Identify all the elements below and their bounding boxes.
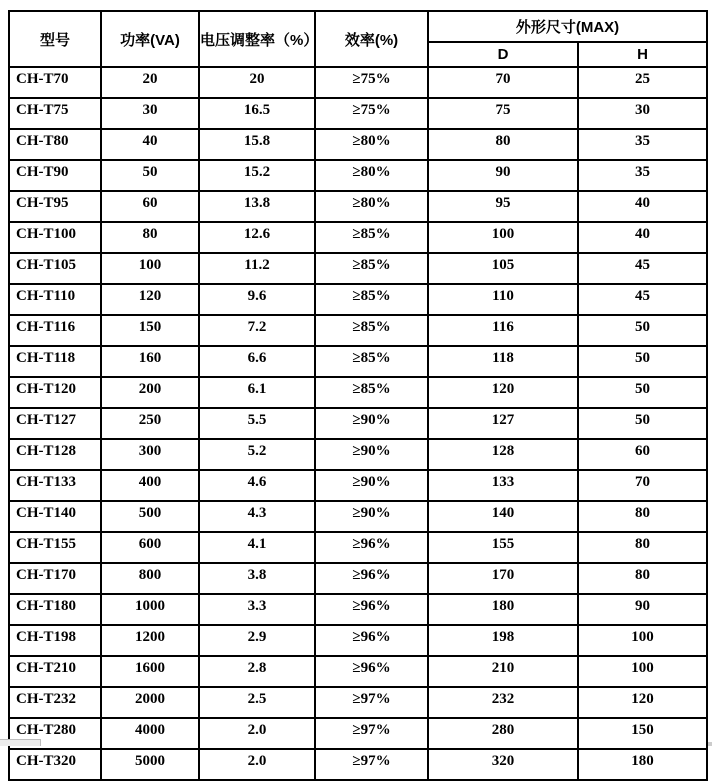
cell-model: CH-T110 — [9, 284, 101, 315]
cell-model: CH-T120 — [9, 377, 101, 408]
table-row — [9, 594, 707, 625]
cell-efficiency: ≥90% — [315, 470, 428, 501]
cell-power: 600 — [101, 532, 199, 563]
cell-regulation: 13.8 — [199, 191, 315, 222]
table-row — [9, 625, 707, 656]
cell-h: 50 — [578, 377, 707, 408]
cell-d: 170 — [428, 563, 578, 594]
cell-h: 50 — [578, 408, 707, 439]
cell-d: 128 — [428, 439, 578, 470]
table-row — [9, 191, 707, 222]
cell-power: 800 — [101, 563, 199, 594]
cell-model: CH-T127 — [9, 408, 101, 439]
cell-regulation: 11.2 — [199, 253, 315, 284]
cell-model: CH-T198 — [9, 625, 101, 656]
cell-model: CH-T105 — [9, 253, 101, 284]
cell-model: CH-T118 — [9, 346, 101, 377]
cell-h: 50 — [578, 315, 707, 346]
cell-regulation: 2.8 — [199, 656, 315, 687]
cell-d: 140 — [428, 501, 578, 532]
cell-h: 70 — [578, 470, 707, 501]
cell-regulation: 2.5 — [199, 687, 315, 718]
cell-d: 133 — [428, 470, 578, 501]
cell-h: 150 — [578, 718, 707, 749]
cell-model: CH-T210 — [9, 656, 101, 687]
cell-efficiency: ≥96% — [315, 656, 428, 687]
table-row — [9, 439, 707, 470]
cell-model: CH-T75 — [9, 98, 101, 129]
table-row — [9, 315, 707, 346]
cell-efficiency: ≥90% — [315, 439, 428, 470]
cell-efficiency: ≥85% — [315, 284, 428, 315]
cell-h: 50 — [578, 346, 707, 377]
cell-efficiency: ≥75% — [315, 98, 428, 129]
cell-power: 50 — [101, 160, 199, 191]
header-dimension-h: H — [578, 42, 707, 67]
cell-h: 180 — [578, 749, 707, 780]
cell-regulation: 3.8 — [199, 563, 315, 594]
table-header — [9, 11, 707, 67]
cell-efficiency: ≥75% — [315, 67, 428, 98]
cell-regulation: 2.0 — [199, 749, 315, 780]
cell-regulation: 5.5 — [199, 408, 315, 439]
spec-table — [8, 10, 708, 781]
cell-efficiency: ≥96% — [315, 625, 428, 656]
cell-model: CH-T155 — [9, 532, 101, 563]
table-row — [9, 346, 707, 377]
table-row — [9, 377, 707, 408]
table-row — [9, 160, 707, 191]
header-dimension-d: D — [428, 42, 578, 67]
cell-power: 160 — [101, 346, 199, 377]
cell-model: CH-T100 — [9, 222, 101, 253]
cell-d: 155 — [428, 532, 578, 563]
cell-h: 100 — [578, 656, 707, 687]
cell-h: 80 — [578, 532, 707, 563]
cell-efficiency: ≥80% — [315, 129, 428, 160]
cell-h: 40 — [578, 191, 707, 222]
cell-power: 20 — [101, 67, 199, 98]
table-row — [9, 656, 707, 687]
cell-d: 118 — [428, 346, 578, 377]
table-row — [9, 501, 707, 532]
cell-model: CH-T280 — [9, 718, 101, 749]
cell-model: CH-T95 — [9, 191, 101, 222]
header-model: 型号 — [9, 11, 101, 67]
cell-d: 90 — [428, 160, 578, 191]
cell-power: 200 — [101, 377, 199, 408]
cell-regulation: 7.2 — [199, 315, 315, 346]
table-row — [9, 129, 707, 160]
cell-model: CH-T133 — [9, 470, 101, 501]
cell-power: 4000 — [101, 718, 199, 749]
table-row — [9, 687, 707, 718]
cell-power: 120 — [101, 284, 199, 315]
cell-model: CH-T232 — [9, 687, 101, 718]
cell-model: CH-T128 — [9, 439, 101, 470]
header-regulation: 电压调整率（%） — [199, 11, 315, 67]
cell-model: CH-T140 — [9, 501, 101, 532]
cell-power: 400 — [101, 470, 199, 501]
cell-regulation: 16.5 — [199, 98, 315, 129]
cell-d: 232 — [428, 687, 578, 718]
cell-regulation: 12.6 — [199, 222, 315, 253]
cell-efficiency: ≥90% — [315, 501, 428, 532]
cell-regulation: 15.8 — [199, 129, 315, 160]
cell-d: 320 — [428, 749, 578, 780]
cell-d: 116 — [428, 315, 578, 346]
cell-d: 120 — [428, 377, 578, 408]
cell-power: 100 — [101, 253, 199, 284]
cell-d: 100 — [428, 222, 578, 253]
cell-power: 150 — [101, 315, 199, 346]
cell-power: 250 — [101, 408, 199, 439]
cell-efficiency: ≥97% — [315, 687, 428, 718]
cell-d: 127 — [428, 408, 578, 439]
cell-power: 40 — [101, 129, 199, 160]
cell-d: 110 — [428, 284, 578, 315]
cell-h: 80 — [578, 563, 707, 594]
cell-power: 80 — [101, 222, 199, 253]
table-row — [9, 253, 707, 284]
cell-regulation: 15.2 — [199, 160, 315, 191]
cell-power: 300 — [101, 439, 199, 470]
cell-efficiency: ≥96% — [315, 563, 428, 594]
cell-efficiency: ≥90% — [315, 408, 428, 439]
cell-h: 40 — [578, 222, 707, 253]
cell-model: CH-T170 — [9, 563, 101, 594]
cell-d: 95 — [428, 191, 578, 222]
cell-model: CH-T180 — [9, 594, 101, 625]
cell-regulation: 4.6 — [199, 470, 315, 501]
cell-h: 80 — [578, 501, 707, 532]
cell-power: 2000 — [101, 687, 199, 718]
table-row — [9, 532, 707, 563]
cell-h: 90 — [578, 594, 707, 625]
cell-efficiency: ≥97% — [315, 718, 428, 749]
cell-regulation: 5.2 — [199, 439, 315, 470]
cell-h: 120 — [578, 687, 707, 718]
cell-h: 45 — [578, 284, 707, 315]
table-row — [9, 98, 707, 129]
cell-power: 5000 — [101, 749, 199, 780]
cell-h: 60 — [578, 439, 707, 470]
table-row — [9, 749, 707, 780]
cell-power: 1000 — [101, 594, 199, 625]
cell-efficiency: ≥85% — [315, 346, 428, 377]
table-row — [9, 718, 707, 749]
cell-power: 1600 — [101, 656, 199, 687]
cell-d: 210 — [428, 656, 578, 687]
cell-d: 180 — [428, 594, 578, 625]
cell-efficiency: ≥85% — [315, 377, 428, 408]
cell-d: 105 — [428, 253, 578, 284]
cell-h: 45 — [578, 253, 707, 284]
cell-regulation: 9.6 — [199, 284, 315, 315]
table-row — [9, 222, 707, 253]
cell-model: CH-T320 — [9, 749, 101, 780]
cell-efficiency: ≥96% — [315, 594, 428, 625]
cell-power: 500 — [101, 501, 199, 532]
table-row — [9, 67, 707, 98]
cell-model: CH-T70 — [9, 67, 101, 98]
cell-regulation: 2.0 — [199, 718, 315, 749]
cell-h: 35 — [578, 129, 707, 160]
table-row — [9, 408, 707, 439]
cropped-ui-fragment-bottom-left — [0, 739, 41, 746]
cell-power: 30 — [101, 98, 199, 129]
cell-d: 80 — [428, 129, 578, 160]
cell-efficiency: ≥85% — [315, 253, 428, 284]
cell-d: 75 — [428, 98, 578, 129]
cell-regulation: 3.3 — [199, 594, 315, 625]
table-row — [9, 470, 707, 501]
cell-efficiency: ≥80% — [315, 191, 428, 222]
cell-regulation: 4.1 — [199, 532, 315, 563]
cell-d: 70 — [428, 67, 578, 98]
cell-model: CH-T90 — [9, 160, 101, 191]
cell-power: 60 — [101, 191, 199, 222]
header-power: 功率(VA) — [101, 11, 199, 67]
cell-regulation: 2.9 — [199, 625, 315, 656]
cell-efficiency: ≥85% — [315, 222, 428, 253]
cell-h: 100 — [578, 625, 707, 656]
cell-d: 280 — [428, 718, 578, 749]
cell-power: 1200 — [101, 625, 199, 656]
header-efficiency: 效率(%) — [315, 11, 428, 67]
cropped-ui-fragment-bottom-right — [708, 742, 712, 746]
table-row — [9, 563, 707, 594]
cell-h: 30 — [578, 98, 707, 129]
cell-d: 198 — [428, 625, 578, 656]
cell-regulation: 6.6 — [199, 346, 315, 377]
cell-regulation: 6.1 — [199, 377, 315, 408]
cell-efficiency: ≥96% — [315, 532, 428, 563]
cell-efficiency: ≥85% — [315, 315, 428, 346]
cell-h: 25 — [578, 67, 707, 98]
cell-regulation: 20 — [199, 67, 315, 98]
table-row — [9, 284, 707, 315]
header-dimensions: 外形尺寸(MAX) — [428, 11, 707, 42]
cell-efficiency: ≥97% — [315, 749, 428, 780]
cell-model: CH-T116 — [9, 315, 101, 346]
cell-regulation: 4.3 — [199, 501, 315, 532]
cell-model: CH-T80 — [9, 129, 101, 160]
cell-h: 35 — [578, 160, 707, 191]
table-body — [9, 67, 707, 780]
cell-efficiency: ≥80% — [315, 160, 428, 191]
